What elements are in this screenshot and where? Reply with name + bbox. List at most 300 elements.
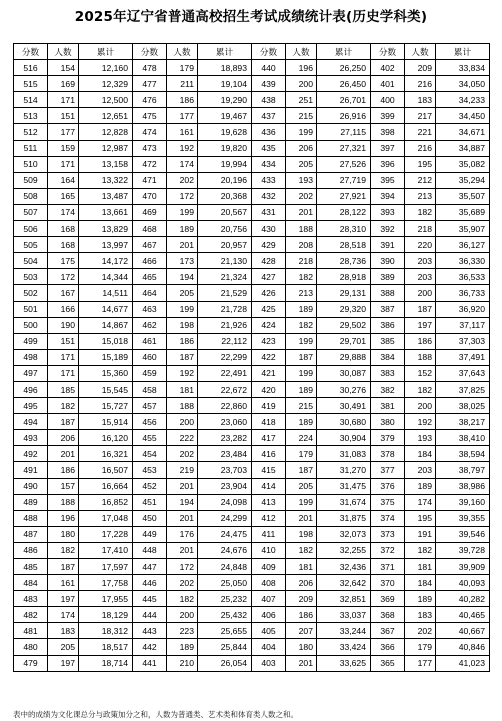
- cumulative-cell: 13,997: [79, 237, 133, 253]
- score-cell: 369: [371, 591, 405, 607]
- count-cell: 251: [286, 92, 317, 108]
- cumulative-cell: 13,487: [79, 188, 133, 204]
- score-cell: 469: [133, 204, 167, 220]
- count-cell: 194: [167, 494, 198, 510]
- cumulative-cell: 18,714: [79, 655, 133, 671]
- score-cell: 458: [133, 381, 167, 397]
- cumulative-cell: 32,851: [317, 591, 371, 607]
- count-cell: 182: [286, 317, 317, 333]
- cumulative-cell: 28,310: [317, 221, 371, 237]
- score-cell: 372: [371, 542, 405, 558]
- cumulative-cell: 15,545: [79, 381, 133, 397]
- count-cell: 189: [167, 639, 198, 655]
- cumulative-cell: 24,848: [198, 559, 252, 575]
- cumulative-cell: 32,255: [317, 542, 371, 558]
- count-cell: 161: [48, 575, 79, 591]
- count-cell: 187: [286, 462, 317, 478]
- count-cell: 194: [167, 269, 198, 285]
- score-cell: 459: [133, 365, 167, 381]
- cumulative-cell: 20,567: [198, 204, 252, 220]
- count-cell: 185: [48, 381, 79, 397]
- score-cell: 366: [371, 639, 405, 655]
- cumulative-cell: 40,093: [436, 575, 490, 591]
- table-row: [14, 591, 490, 607]
- count-cell: 201: [167, 478, 198, 494]
- count-cell: 186: [48, 462, 79, 478]
- cumulative-cell: 19,820: [198, 140, 252, 156]
- cumulative-cell: 27,921: [317, 188, 371, 204]
- count-cell: 205: [286, 156, 317, 172]
- cumulative-cell: 39,546: [436, 526, 490, 542]
- score-cell: 426: [252, 285, 286, 301]
- cumulative-cell: 12,329: [79, 76, 133, 92]
- count-cell: 201: [286, 655, 317, 671]
- cumulative-cell: 29,701: [317, 333, 371, 349]
- count-cell: 152: [405, 365, 436, 381]
- cumulative-cell: 38,797: [436, 462, 490, 478]
- score-cell: 377: [371, 462, 405, 478]
- cumulative-cell: 30,276: [317, 381, 371, 397]
- count-cell: 174: [48, 607, 79, 623]
- score-cell: 481: [14, 623, 48, 639]
- score-cell: 468: [133, 221, 167, 237]
- cumulative-cell: 39,909: [436, 559, 490, 575]
- cumulative-cell: 14,677: [79, 301, 133, 317]
- cumulative-cell: 37,825: [436, 381, 490, 397]
- count-cell: 203: [405, 462, 436, 478]
- count-cell: 151: [48, 108, 79, 124]
- count-cell: 181: [405, 559, 436, 575]
- count-cell: 193: [405, 430, 436, 446]
- count-cell: 159: [48, 140, 79, 156]
- table-row: [14, 623, 490, 639]
- count-cell: 181: [167, 381, 198, 397]
- score-cell: 493: [14, 430, 48, 446]
- score-cell: 484: [14, 575, 48, 591]
- cumulative-cell: 21,728: [198, 301, 252, 317]
- score-cell: 478: [133, 60, 167, 76]
- score-cell: 418: [252, 414, 286, 430]
- cumulative-cell: 23,703: [198, 462, 252, 478]
- score-cell: 398: [371, 124, 405, 140]
- score-cell: 427: [252, 269, 286, 285]
- cumulative-cell: 17,410: [79, 542, 133, 558]
- table-row: [14, 317, 490, 333]
- score-cell: 483: [14, 591, 48, 607]
- count-cell: 197: [48, 591, 79, 607]
- cumulative-cell: 35,294: [436, 172, 490, 188]
- count-cell: 175: [48, 253, 79, 269]
- cumulative-cell: 32,436: [317, 559, 371, 575]
- cumulative-cell: 40,282: [436, 591, 490, 607]
- cumulative-header: 累计: [198, 44, 252, 60]
- cumulative-cell: 22,672: [198, 381, 252, 397]
- score-cell: 506: [14, 221, 48, 237]
- score-cell: 380: [371, 414, 405, 430]
- cumulative-cell: 35,507: [436, 188, 490, 204]
- cumulative-cell: 31,674: [317, 494, 371, 510]
- score-cell: 386: [371, 317, 405, 333]
- cumulative-cell: 14,344: [79, 269, 133, 285]
- count-header: 人数: [286, 44, 317, 60]
- cumulative-cell: 12,500: [79, 92, 133, 108]
- cumulative-cell: 14,867: [79, 317, 133, 333]
- score-cell: 368: [371, 607, 405, 623]
- count-cell: 191: [405, 526, 436, 542]
- score-cell: 406: [252, 607, 286, 623]
- count-cell: 161: [167, 124, 198, 140]
- score-cell: 437: [252, 108, 286, 124]
- count-cell: 201: [167, 542, 198, 558]
- score-cell: 446: [133, 575, 167, 591]
- cumulative-cell: 40,846: [436, 639, 490, 655]
- cumulative-cell: 26,450: [317, 76, 371, 92]
- count-cell: 199: [167, 301, 198, 317]
- cumulative-cell: 35,082: [436, 156, 490, 172]
- count-cell: 192: [167, 140, 198, 156]
- cumulative-cell: 25,232: [198, 591, 252, 607]
- count-cell: 220: [405, 237, 436, 253]
- score-cell: 424: [252, 317, 286, 333]
- score-cell: 414: [252, 478, 286, 494]
- count-cell: 184: [405, 446, 436, 462]
- score-cell: 507: [14, 204, 48, 220]
- count-cell: 172: [167, 188, 198, 204]
- score-cell: 445: [133, 591, 167, 607]
- score-cell: 439: [252, 76, 286, 92]
- count-cell: 189: [286, 301, 317, 317]
- score-cell: 379: [371, 430, 405, 446]
- count-cell: 205: [167, 285, 198, 301]
- cumulative-cell: 29,502: [317, 317, 371, 333]
- score-cell: 451: [133, 494, 167, 510]
- cumulative-cell: 16,507: [79, 462, 133, 478]
- cumulative-cell: 19,628: [198, 124, 252, 140]
- count-cell: 217: [405, 108, 436, 124]
- cumulative-cell: 30,680: [317, 414, 371, 430]
- cumulative-cell: 23,484: [198, 446, 252, 462]
- score-cell: 440: [252, 60, 286, 76]
- cumulative-cell: 32,073: [317, 526, 371, 542]
- score-cell: 394: [371, 188, 405, 204]
- score-cell: 495: [14, 398, 48, 414]
- score-cell: 374: [371, 510, 405, 526]
- table-row: [14, 253, 490, 269]
- cumulative-cell: 39,355: [436, 510, 490, 526]
- count-cell: 187: [286, 349, 317, 365]
- count-cell: 200: [167, 414, 198, 430]
- table-row: [14, 510, 490, 526]
- count-cell: 216: [405, 140, 436, 156]
- cumulative-cell: 30,087: [317, 365, 371, 381]
- count-cell: 198: [286, 526, 317, 542]
- table-row: [14, 92, 490, 108]
- cumulative-cell: 12,987: [79, 140, 133, 156]
- score-cell: 460: [133, 349, 167, 365]
- count-cell: 200: [405, 398, 436, 414]
- cumulative-cell: 25,050: [198, 575, 252, 591]
- score-cell: 385: [371, 333, 405, 349]
- cumulative-cell: 35,907: [436, 221, 490, 237]
- count-cell: 177: [167, 108, 198, 124]
- table-header-row: [14, 44, 490, 60]
- table-row: [14, 76, 490, 92]
- cumulative-cell: 18,129: [79, 607, 133, 623]
- cumulative-cell: 16,664: [79, 478, 133, 494]
- cumulative-cell: 38,986: [436, 478, 490, 494]
- score-cell: 456: [133, 414, 167, 430]
- score-cell: 488: [14, 510, 48, 526]
- count-cell: 190: [48, 317, 79, 333]
- cumulative-cell: 34,887: [436, 140, 490, 156]
- count-cell: 205: [286, 478, 317, 494]
- score-cell: 508: [14, 188, 48, 204]
- count-cell: 218: [286, 253, 317, 269]
- count-cell: 189: [286, 381, 317, 397]
- cumulative-cell: 33,625: [317, 655, 371, 671]
- score-cell: 438: [252, 92, 286, 108]
- score-cell: 487: [14, 526, 48, 542]
- cumulative-cell: 24,475: [198, 526, 252, 542]
- cumulative-cell: 23,282: [198, 430, 252, 446]
- table-row: [14, 156, 490, 172]
- score-cell: 373: [371, 526, 405, 542]
- table-row: [14, 607, 490, 623]
- count-cell: 182: [405, 542, 436, 558]
- count-cell: 201: [286, 510, 317, 526]
- cumulative-cell: 17,758: [79, 575, 133, 591]
- table-row: [14, 221, 490, 237]
- score-cell: 416: [252, 446, 286, 462]
- cumulative-cell: 22,299: [198, 349, 252, 365]
- count-cell: 188: [405, 349, 436, 365]
- cumulative-cell: 17,228: [79, 526, 133, 542]
- count-cell: 189: [405, 478, 436, 494]
- count-cell: 182: [48, 542, 79, 558]
- table-row: [14, 462, 490, 478]
- count-cell: 199: [286, 124, 317, 140]
- cumulative-cell: 26,916: [317, 108, 371, 124]
- score-header: 分数: [14, 44, 48, 60]
- cumulative-cell: 37,643: [436, 365, 490, 381]
- score-cell: 474: [133, 124, 167, 140]
- score-cell: 395: [371, 172, 405, 188]
- count-cell: 201: [48, 446, 79, 462]
- cumulative-cell: 27,321: [317, 140, 371, 156]
- score-cell: 499: [14, 333, 48, 349]
- score-cell: 432: [252, 188, 286, 204]
- count-cell: 203: [405, 269, 436, 285]
- count-cell: 189: [405, 591, 436, 607]
- count-cell: 168: [48, 221, 79, 237]
- cumulative-cell: 24,299: [198, 510, 252, 526]
- cumulative-cell: 37,117: [436, 317, 490, 333]
- score-cell: 449: [133, 526, 167, 542]
- count-cell: 202: [405, 623, 436, 639]
- cumulative-cell: 35,689: [436, 204, 490, 220]
- page-title: 2025年辽宁省普通高校招生考试成绩统计表(历史学科类): [74, 9, 428, 25]
- count-cell: 182: [405, 381, 436, 397]
- score-cell: 412: [252, 510, 286, 526]
- table-row: [14, 414, 490, 430]
- score-cell: 513: [14, 108, 48, 124]
- count-cell: 202: [286, 188, 317, 204]
- count-cell: 179: [286, 446, 317, 462]
- count-cell: 173: [167, 253, 198, 269]
- cumulative-header: 累计: [79, 44, 133, 60]
- count-cell: 180: [286, 639, 317, 655]
- count-cell: 187: [48, 414, 79, 430]
- score-cell: 404: [252, 639, 286, 655]
- cumulative-cell: 12,651: [79, 108, 133, 124]
- score-cell: 472: [133, 156, 167, 172]
- score-cell: 408: [252, 575, 286, 591]
- score-cell: 465: [133, 269, 167, 285]
- cumulative-cell: 15,914: [79, 414, 133, 430]
- cumulative-cell: 28,518: [317, 237, 371, 253]
- cumulative-cell: 30,904: [317, 430, 371, 446]
- cumulative-cell: 17,597: [79, 559, 133, 575]
- cumulative-cell: 26,054: [198, 655, 252, 671]
- count-cell: 206: [48, 430, 79, 446]
- score-cell: 461: [133, 333, 167, 349]
- cumulative-cell: 33,834: [436, 60, 490, 76]
- cumulative-cell: 18,893: [198, 60, 252, 76]
- table-row: [14, 430, 490, 446]
- cumulative-cell: 38,025: [436, 398, 490, 414]
- score-cell: 450: [133, 510, 167, 526]
- cumulative-cell: 36,920: [436, 301, 490, 317]
- count-cell: 183: [405, 607, 436, 623]
- score-cell: 498: [14, 349, 48, 365]
- score-cell: 480: [14, 639, 48, 655]
- cumulative-cell: 21,529: [198, 285, 252, 301]
- score-cell: 365: [371, 655, 405, 671]
- cumulative-cell: 21,130: [198, 253, 252, 269]
- cumulative-cell: 28,736: [317, 253, 371, 269]
- count-header: 人数: [167, 44, 198, 60]
- count-cell: 176: [167, 526, 198, 542]
- cumulative-cell: 25,655: [198, 623, 252, 639]
- score-cell: 501: [14, 301, 48, 317]
- cumulative-cell: 31,083: [317, 446, 371, 462]
- score-cell: 489: [14, 494, 48, 510]
- score-cell: 392: [371, 221, 405, 237]
- count-cell: 174: [48, 204, 79, 220]
- table-row: [14, 381, 490, 397]
- score-cell: 397: [371, 140, 405, 156]
- count-cell: 197: [48, 655, 79, 671]
- score-cell: 378: [371, 446, 405, 462]
- score-cell: 417: [252, 430, 286, 446]
- count-cell: 201: [286, 204, 317, 220]
- score-cell: 453: [133, 462, 167, 478]
- count-cell: 165: [48, 188, 79, 204]
- cumulative-cell: 38,217: [436, 414, 490, 430]
- cumulative-cell: 38,594: [436, 446, 490, 462]
- cumulative-cell: 24,098: [198, 494, 252, 510]
- score-cell: 486: [14, 542, 48, 558]
- cumulative-cell: 19,104: [198, 76, 252, 92]
- score-cell: 502: [14, 285, 48, 301]
- score-cell: 411: [252, 526, 286, 542]
- cumulative-cell: 20,957: [198, 237, 252, 253]
- cumulative-cell: 23,904: [198, 478, 252, 494]
- score-cell: 463: [133, 301, 167, 317]
- score-cell: 410: [252, 542, 286, 558]
- cumulative-cell: 34,450: [436, 108, 490, 124]
- count-cell: 168: [48, 237, 79, 253]
- table-row: [14, 237, 490, 253]
- cumulative-cell: 15,018: [79, 333, 133, 349]
- count-cell: 189: [167, 221, 198, 237]
- cumulative-cell: 22,860: [198, 398, 252, 414]
- score-cell: 381: [371, 398, 405, 414]
- count-cell: 174: [167, 156, 198, 172]
- score-cell: 434: [252, 156, 286, 172]
- score-cell: 393: [371, 204, 405, 220]
- table-row: [14, 285, 490, 301]
- table-row: [14, 188, 490, 204]
- count-cell: 180: [48, 526, 79, 542]
- score-cell: 514: [14, 92, 48, 108]
- cumulative-cell: 14,511: [79, 285, 133, 301]
- score-cell: 479: [14, 655, 48, 671]
- count-cell: 192: [405, 414, 436, 430]
- cumulative-cell: 37,303: [436, 333, 490, 349]
- score-cell: 384: [371, 349, 405, 365]
- cumulative-cell: 15,727: [79, 398, 133, 414]
- count-cell: 186: [286, 607, 317, 623]
- table-row: [14, 204, 490, 220]
- cumulative-cell: 12,828: [79, 124, 133, 140]
- cumulative-cell: 26,701: [317, 92, 371, 108]
- score-cell: 403: [252, 655, 286, 671]
- score-cell: 515: [14, 76, 48, 92]
- count-cell: 171: [48, 92, 79, 108]
- cumulative-cell: 34,050: [436, 76, 490, 92]
- count-cell: 199: [167, 204, 198, 220]
- score-cell: 367: [371, 623, 405, 639]
- count-cell: 195: [405, 510, 436, 526]
- score-cell: 490: [14, 478, 48, 494]
- count-cell: 183: [405, 92, 436, 108]
- cumulative-cell: 37,491: [436, 349, 490, 365]
- score-cell: 409: [252, 559, 286, 575]
- score-cell: 423: [252, 333, 286, 349]
- count-header: 人数: [48, 44, 79, 60]
- count-cell: 188: [167, 398, 198, 414]
- count-cell: 186: [405, 333, 436, 349]
- count-cell: 213: [286, 285, 317, 301]
- cumulative-cell: 17,048: [79, 510, 133, 526]
- score-cell: 428: [252, 253, 286, 269]
- count-cell: 181: [286, 559, 317, 575]
- score-cell: 383: [371, 365, 405, 381]
- score-cell: 448: [133, 542, 167, 558]
- count-cell: 199: [286, 494, 317, 510]
- table-row: [14, 398, 490, 414]
- score-cell: 422: [252, 349, 286, 365]
- cumulative-cell: 17,955: [79, 591, 133, 607]
- count-cell: 210: [167, 655, 198, 671]
- cumulative-cell: 18,517: [79, 639, 133, 655]
- score-cell: 485: [14, 559, 48, 575]
- count-cell: 196: [286, 60, 317, 76]
- cumulative-cell: 25,432: [198, 607, 252, 623]
- table-row: [14, 446, 490, 462]
- count-cell: 199: [286, 333, 317, 349]
